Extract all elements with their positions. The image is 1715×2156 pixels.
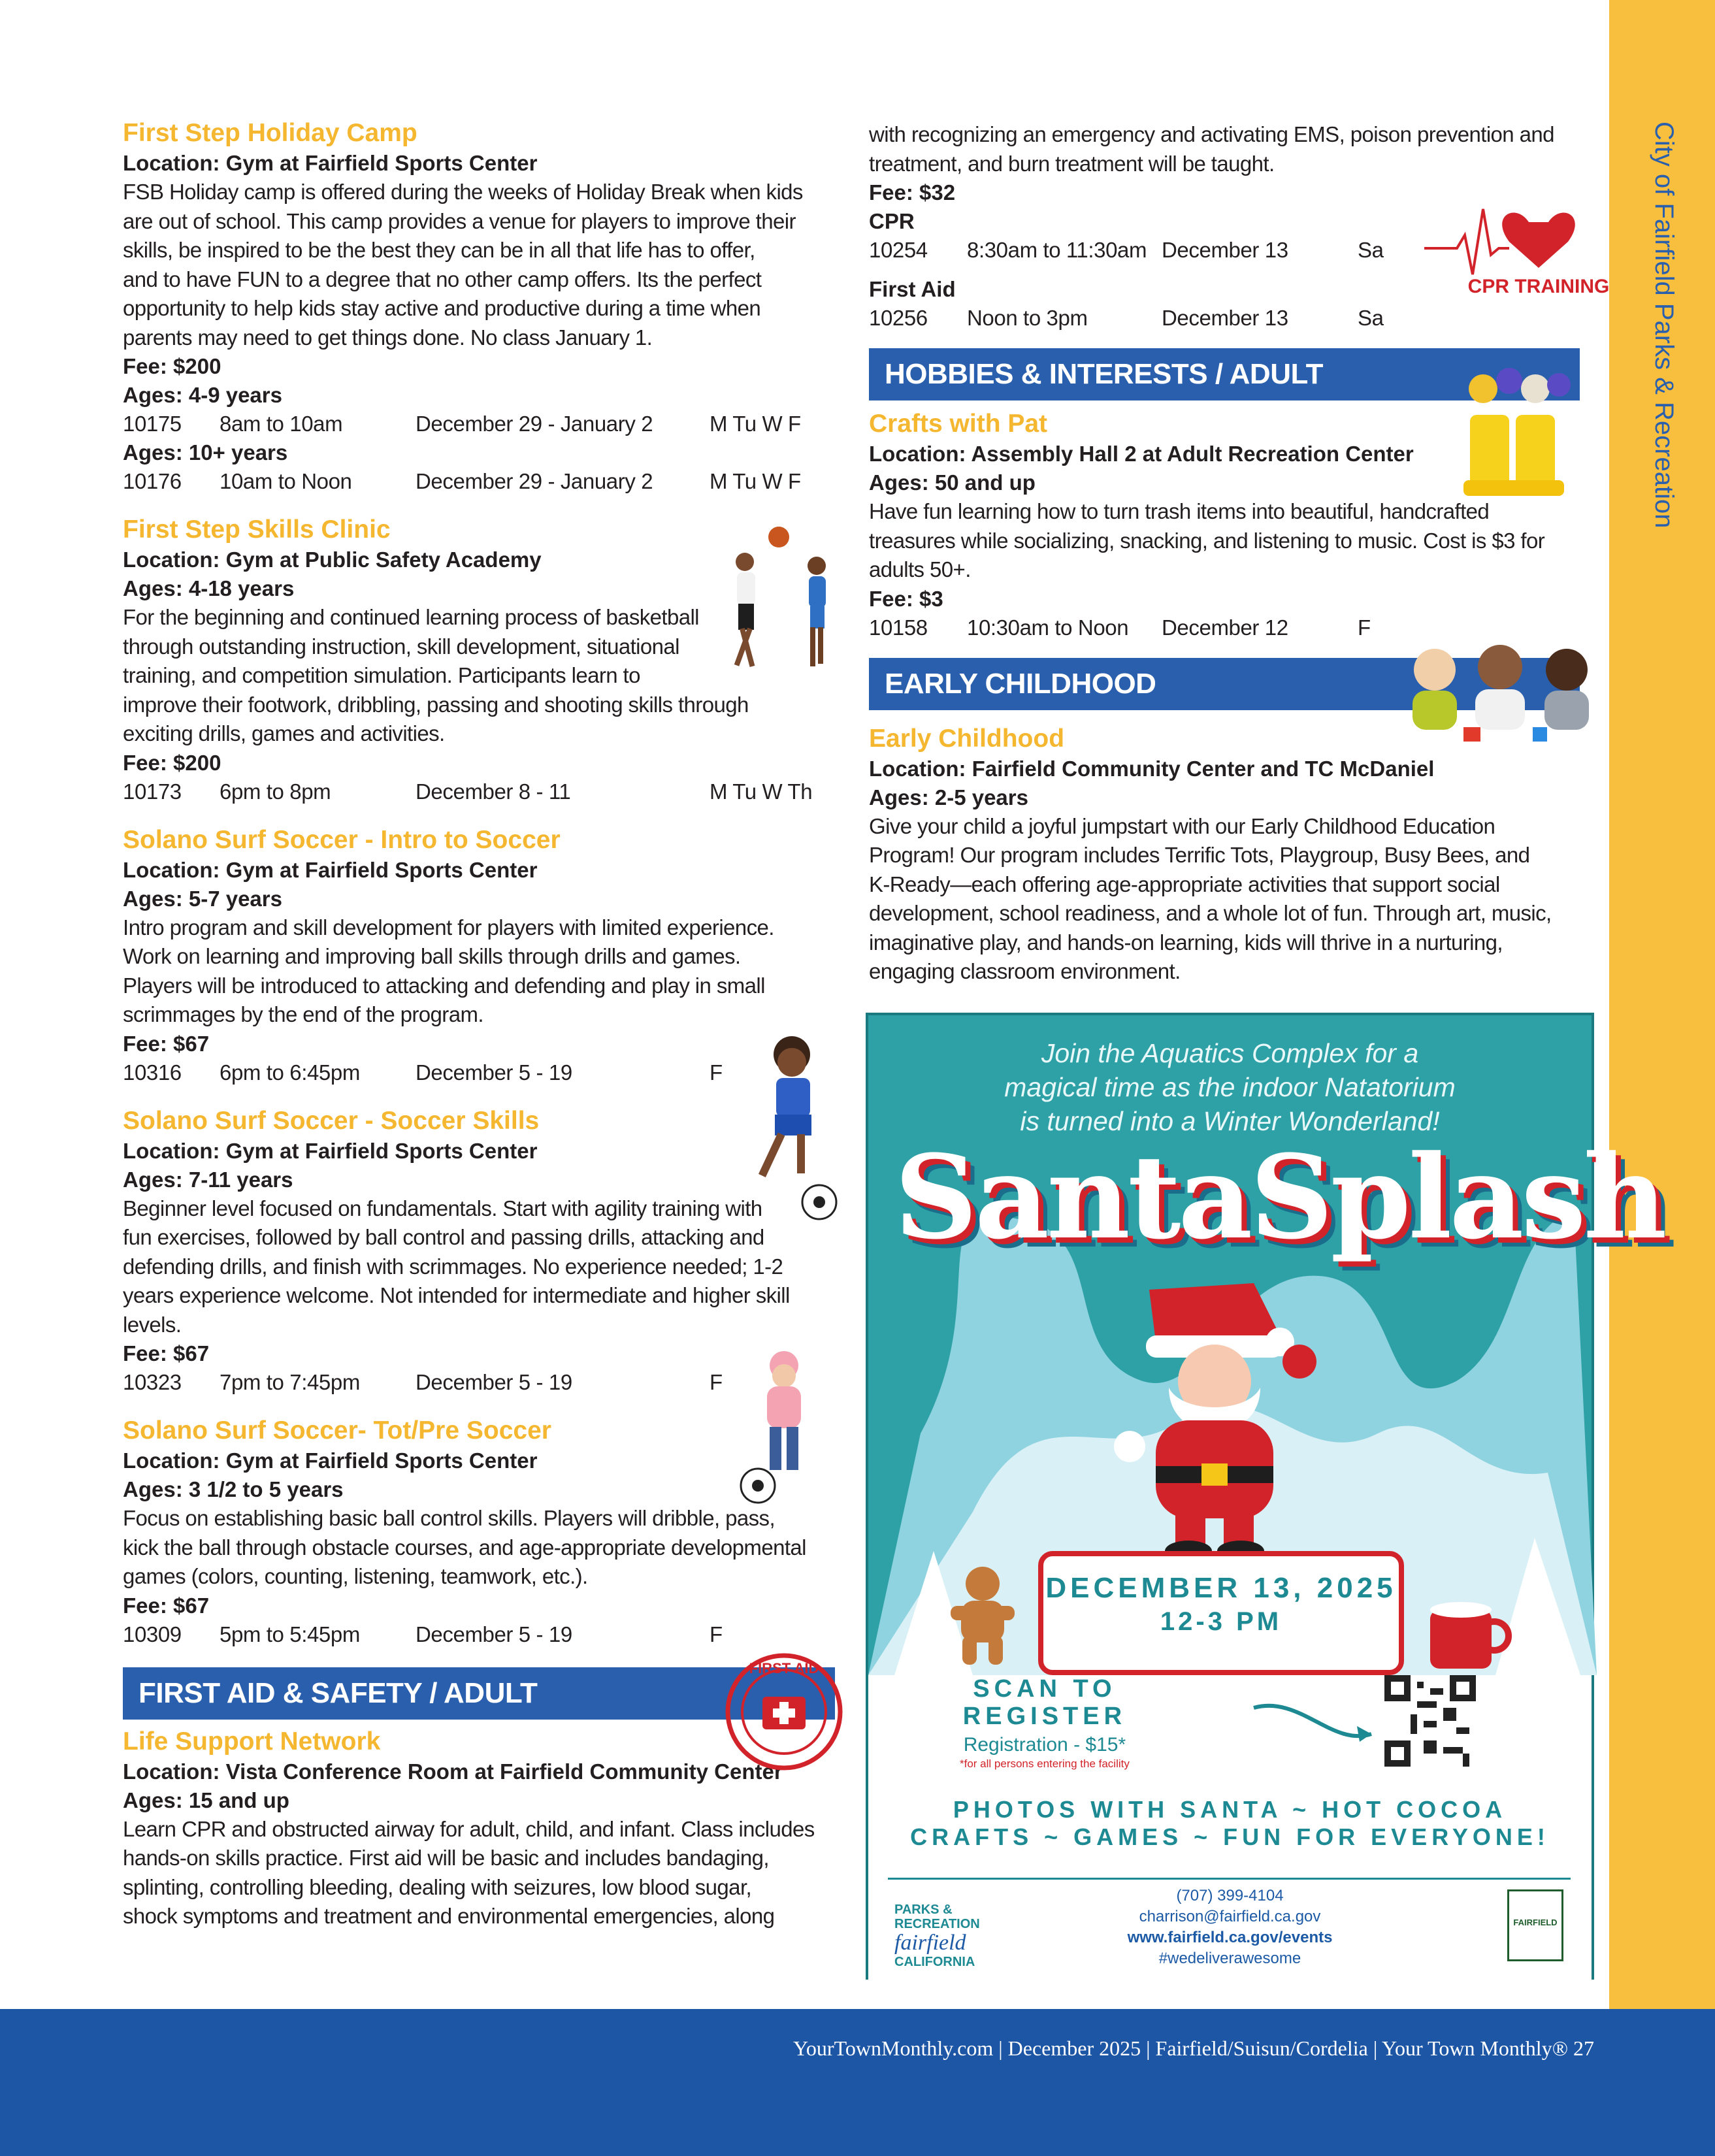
- program-fee: Fee: $67: [123, 1031, 210, 1056]
- contact-email: charrison@fairfield.ca.gov: [1139, 1908, 1321, 1925]
- soccer-kid-photo: [751, 1032, 856, 1228]
- program-title: Crafts with Pat: [869, 410, 1048, 438]
- contact-hashtag: #wedeliverawesome: [1158, 1950, 1301, 1967]
- parks-recreation-logo: PARKS & RECREATION fairfield CALIFORNIA: [894, 1903, 980, 1969]
- program-ages: Ages: 2-5 years: [869, 785, 1028, 809]
- class-label-cpr: CPR: [869, 209, 915, 233]
- ad-intro: Join the Aquatics Complex for a magical time as the indoor Natatorium is turned into a Winter Wonderland!: [1004, 1038, 1456, 1136]
- gingerbread-icon: [947, 1564, 1019, 1669]
- program-fee: Fee: $67: [123, 1341, 210, 1365]
- event-date-box: [1038, 1551, 1404, 1675]
- hot-cocoa-icon: [1417, 1590, 1515, 1675]
- program-ages: Ages: 50 and up: [869, 470, 1036, 495]
- first-aid-stamp: [722, 1650, 846, 1774]
- program-location: Location: Gym at Fairfield Sports Center: [123, 1448, 538, 1473]
- rain-boots-flowers-photo: [1444, 363, 1588, 503]
- program-description: Intro program and skill development for players with limited experience. Work on learning and improving ball skills through drills and games. Players will be introduced to attacking and defending and play in small scrimmages by the end of the program.: [123, 915, 774, 1026]
- program-description: Beginner level focused on fundamentals. Start with agility training with fun exercises, followed by ball control and passing drills, attacking and defending drills, and finish with scrimmages. No experience needed; 1-2 years experience welcome. Not intended for intermediate and higher skill levels.: [123, 1196, 790, 1337]
- program-holiday-camp: [123, 118, 841, 496]
- program-early-childhood: [869, 723, 1588, 987]
- class-row: 10256 Noon to 3pm December 13 Sa: [869, 306, 1384, 330]
- class-row: 10173 6pm to 8pm December 8 - 11 M Tu W Th: [123, 779, 813, 804]
- program-ages: Ages: 10+ years: [123, 440, 288, 465]
- registration-note: *for all persons entering the facility: [960, 1757, 1130, 1770]
- contact-phone: (707) 399-4104: [1176, 1887, 1284, 1904]
- event-date: DECEMBER 13, 2025: [1045, 1572, 1397, 1604]
- program-description: Give your child a joyful jumpstart with our Early Childhood Education Program! Our program includes Terrific Tots, Playgroup, Busy Bees, and K-Ready—each offering age-appropriate activities that support social development, school readiness, and a whole lot of fun. Through art, music, imaginative play, and hands-on learning, kids will thrive in a nurturing, engaging classroom environment.: [869, 813, 1552, 983]
- scan-to-register: SCAN TO REGISTER Registration - $15* *for all persons entering the facility: [960, 1675, 1130, 1770]
- program-ages: Ages: 15 and up: [123, 1788, 289, 1812]
- program-description: Learn CPR and obstructed airway for adult, child, and infant. Class includes hands-on skills practice. First aid will be basic and includes bandaging, splinting, controlling bleeding, dealing with seizures, low blood sugar, shock symptoms and treatment and environmental emergencies, along: [123, 1816, 815, 1928]
- program-location: Location: Fairfield Community Center and TC McDaniel: [869, 756, 1435, 781]
- program-ages: Ages: 7-11 years: [123, 1167, 293, 1192]
- program-title: First Step Skills Clinic: [123, 515, 391, 544]
- class-row: 10158 10:30am to Noon December 12 F: [869, 615, 1371, 640]
- santa-illustration: [1084, 1277, 1345, 1564]
- program-location: Location: Gym at Fairfield Sports Center: [123, 151, 538, 175]
- registration-fee: Registration - $15*: [963, 1734, 1126, 1756]
- cpr-badge-text: CPR TRAINING: [1467, 276, 1610, 297]
- program-ages: Ages: 4-9 years: [123, 383, 282, 407]
- ad-title: SantaSplash: [894, 1130, 1665, 1265]
- program-location: Location: Vista Conference Room at Fairfield Community Center: [123, 1759, 783, 1784]
- program-fee: Fee: $32: [869, 180, 956, 204]
- program-fee: Fee: $200: [123, 354, 221, 378]
- first-aid-stamp-text: FIRST AID: [749, 1660, 819, 1676]
- program-fee: Fee: $3: [869, 586, 943, 611]
- program-title: First Step Holiday Camp: [123, 119, 417, 147]
- program-location: Location: Gym at Fairfield Sports Center: [123, 1138, 538, 1163]
- class-row: 10175 8am to 10am December 29 - January 2 M Tu W F: [123, 412, 801, 436]
- ad-divider: [888, 1878, 1571, 1880]
- event-time: 12-3 PM: [1160, 1607, 1282, 1636]
- program-title: Early Childhood: [869, 724, 1065, 753]
- program-description: FSB Holiday camp is offered during the weeks of Holiday Break when kids are out of school. This camp provides a venue for players to improve their skills, be inspired to be the best they can be in all that life has to offer, and to have FUN to a degree that no other camp offers. Its the perfect opportunity to help kids stay active and productive during a time when parents may need to get things done. No class January 1.: [123, 180, 803, 350]
- page-footer: [0, 2009, 1715, 2156]
- sidebar-label: City of Fairfield Parks & Recreation: [1650, 122, 1678, 529]
- program-intro-soccer: [123, 825, 841, 1087]
- ad-promo: PHOTOS WITH SANTA ~ HOT COCOA CRAFTS ~ GAMES ~ FUN FOR EVERYONE!: [910, 1796, 1550, 1850]
- program-description: Focus on establishing basic ball control skills. Players will dribble, pass, kick the ball through obstacle courses, and age-appropriate developmental games (colors, counting, listening, teamwork, etc.).: [123, 1506, 806, 1588]
- program-location: Location: Assembly Hall 2 at Adult Recreation Center: [869, 442, 1414, 466]
- ad-contact: [868, 1886, 1592, 1969]
- santa-splash-ad: [866, 1013, 1665, 1980]
- program-title: Life Support Network: [123, 1727, 381, 1756]
- class-row: 10323 7pm to 7:45pm December 5 - 19 F: [123, 1370, 723, 1394]
- program-title: Solano Surf Soccer- Tot/Pre Soccer: [123, 1416, 551, 1445]
- program-ages: Ages: 4-18 years: [123, 576, 295, 600]
- toddlers-photo: [1398, 644, 1601, 748]
- program-description: Have fun learning how to turn trash items into beautiful, handcrafted treasures while socializing, snacking, and listening to music. Cost is $3 for adults 50+.: [869, 499, 1545, 581]
- program-soccer-skills: [123, 1105, 841, 1397]
- class-label-first-aid: First Aid: [869, 277, 956, 301]
- section-header-hobbies: HOBBIES & INTERESTS / ADULT: [869, 348, 1580, 400]
- program-title: Solano Surf Soccer - Soccer Skills: [123, 1106, 540, 1135]
- footer-text: YourTownMonthly.com | December 2025 | Fairfield/Suisun/Cordelia | Your Town Monthly® 27: [793, 2036, 1594, 2060]
- program-location: Location: Gym at Fairfield Sports Center: [123, 857, 538, 882]
- basketball-players-photo: [719, 523, 849, 699]
- section-header-first-aid: FIRST AID & SAFETY / ADULT: [123, 1667, 835, 1720]
- section-header-early-childhood: EARLY CHILDHOOD: [869, 658, 1580, 710]
- registration-qr-code[interactable]: [1384, 1675, 1476, 1767]
- program-title: Solano Surf Soccer - Intro to Soccer: [123, 825, 561, 854]
- program-tot-soccer: [123, 1415, 841, 1649]
- class-row: 10309 5pm to 5:45pm December 5 - 19 F: [123, 1622, 723, 1646]
- program-description-continued: with recognizing an emergency and activating EMS, poison prevention and treatment, and burn treatment will be taught.: [869, 122, 1554, 176]
- class-row: 10176 10am to Noon December 29 - January 2 M Tu W F: [123, 469, 801, 493]
- program-fee: Fee: $67: [123, 1593, 210, 1618]
- toddler-soccer-photo: [738, 1346, 836, 1509]
- cpr-training-logo: [1418, 196, 1610, 307]
- class-row: 10316 6pm to 6:45pm December 5 - 19 F: [123, 1060, 723, 1085]
- contact-website: www.fairfield.ca.gov/events: [1127, 1929, 1333, 1946]
- program-fee: Fee: $200: [123, 750, 221, 775]
- fairfield-city-badge: FAIRFIELD: [1507, 1889, 1563, 1961]
- program-location: Location: Gym at Public Safety Academy: [123, 547, 542, 572]
- program-description: For the beginning and continued learning process of basketball through outstanding instruction, skill development, situational training, and competition simulation. Participants learn to improve their footwork, dribbling, passing and shooting skills through exciting drills, games and activities.: [123, 605, 749, 745]
- arrow-icon: [1247, 1695, 1378, 1754]
- class-row: 10254 8:30am to 11:30am December 13 Sa: [869, 238, 1384, 262]
- program-ages: Ages: 5-7 years: [123, 886, 282, 911]
- program-ages: Ages: 3 1/2 to 5 years: [123, 1477, 344, 1501]
